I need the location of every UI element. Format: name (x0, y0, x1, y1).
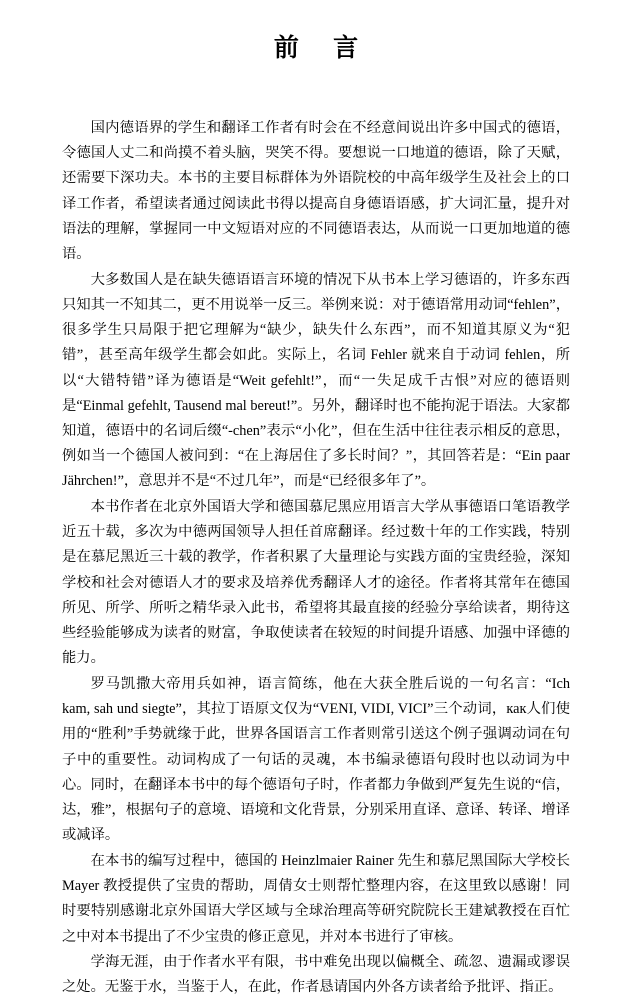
paragraph: 罗马凯撒大帝用兵如神，语言简练，他在大获全胜后说的一句名言：“Ich kam, sah und siegte”，其拉丁语原文仅为“VENI, VIDI, VICI”三个动词，как人们使用的“胜利”手势就缘于此，世界各国语言工作者则常引送这个例子强调动词在句子中的重要性。动词构成了一句话的灵魂，本书编录德语句段时也以动词为中心。同时，在翻译本书中的每个德语句子时，作者都力争做到严复先生说的“信，达，雅”，根据句子的意境、语境和文化背景，分别采用直译、意译、转译、增译或减译。 (62, 675, 570, 844)
page-title: 前 言 (273, 35, 373, 62)
paragraph: 在本书的编写过程中，德国的 Heinzlmaier Rainer 先生和慕尼黑国际大学校长 Mayer 教授提供了宝贵的帮助，周倩女士则帮忙整理内容，在这里致以感谢！同时要特别感谢北京外国语大学区域与全球治理高等研究院院长王建斌教授在百忙之中对本书提出了不少宝贵的修正意见，并对本书进行了审核。 (62, 852, 570, 945)
body-text (62, 116, 570, 1001)
paragraph: 大多数国人是在缺失德语语言环境的情况下从书本上学习德语的，许多东西只知其一不知其二，更不用说举一反三。举例来说：对于德语常用动词“fehlen”，很多学生只局限于把它理解为“缺少，缺失什么东西”，而不知道其原义为“犯错”，甚至高年级学生都会如此。实际上，名词 Fehler 就来自于动词 fehlen，所以“大错特错”译为德语是“Weit gefehlt!”，而“一失足成千古恨”对应的德语则是“Einmal gefehlt, Tausend mal bereut!”。另外，翻译时也不能拘泥于语法。大家都知道，德语中的名词后缀“-chen”表示“小化”，但在生活中往往表示相反的意思，例如当一个德国人被问到：“在上海居住了多长时间？”，其回答若是：“Ein paar Jährchen!”，意思并不是“不过几年”，而是“已经很多年了”。 (62, 271, 570, 490)
paragraph: 学海无涯，由于作者水平有限，书中难免出现以偏概全、疏忽、遗漏或谬误之处。无鉴于水，当鉴于人，在此，作者恳请国内外各方读者给予批评、指正。 (62, 954, 570, 996)
paragraph: 本书作者在北京外国语大学和德国慕尼黑应用语言大学从事德语口笔语教学近五十载，多次为中德两国领导人担任首席翻译。经过数十年的工作实践，特别是在慕尼黑近三十载的教学，作者积累了大量理论与实践方面的宝贵经验，深知学校和社会对德语人才的要求及培养优秀翻译人才的途径。作者将其常年在德国所见、所学、所听之精华录入此书，希望将其最直接的经验分享给读者，期待这些经验能够成为读者的财富，争取使读者在较短的时间提升语感、加强中译德的能力。 (62, 499, 570, 667)
paragraph: 国内德语界的学生和翻译工作者有时会在不经意间说出许多中国式的德语，令德国人丈二和尚摸不着头脑，哭笑不得。要想说一口地道的德语，除了天赋，还需要下深功夫。本书的主要目标群体为外语院校的中高年级学生及社会上的口译工作者，希望读者通过阅读此书得以提高自身德语语感，扩大词汇量，提升对语法的理解，掌握同一中文短语对应的不同德语表达，从而说一口更加地道的德语。 (62, 120, 570, 263)
